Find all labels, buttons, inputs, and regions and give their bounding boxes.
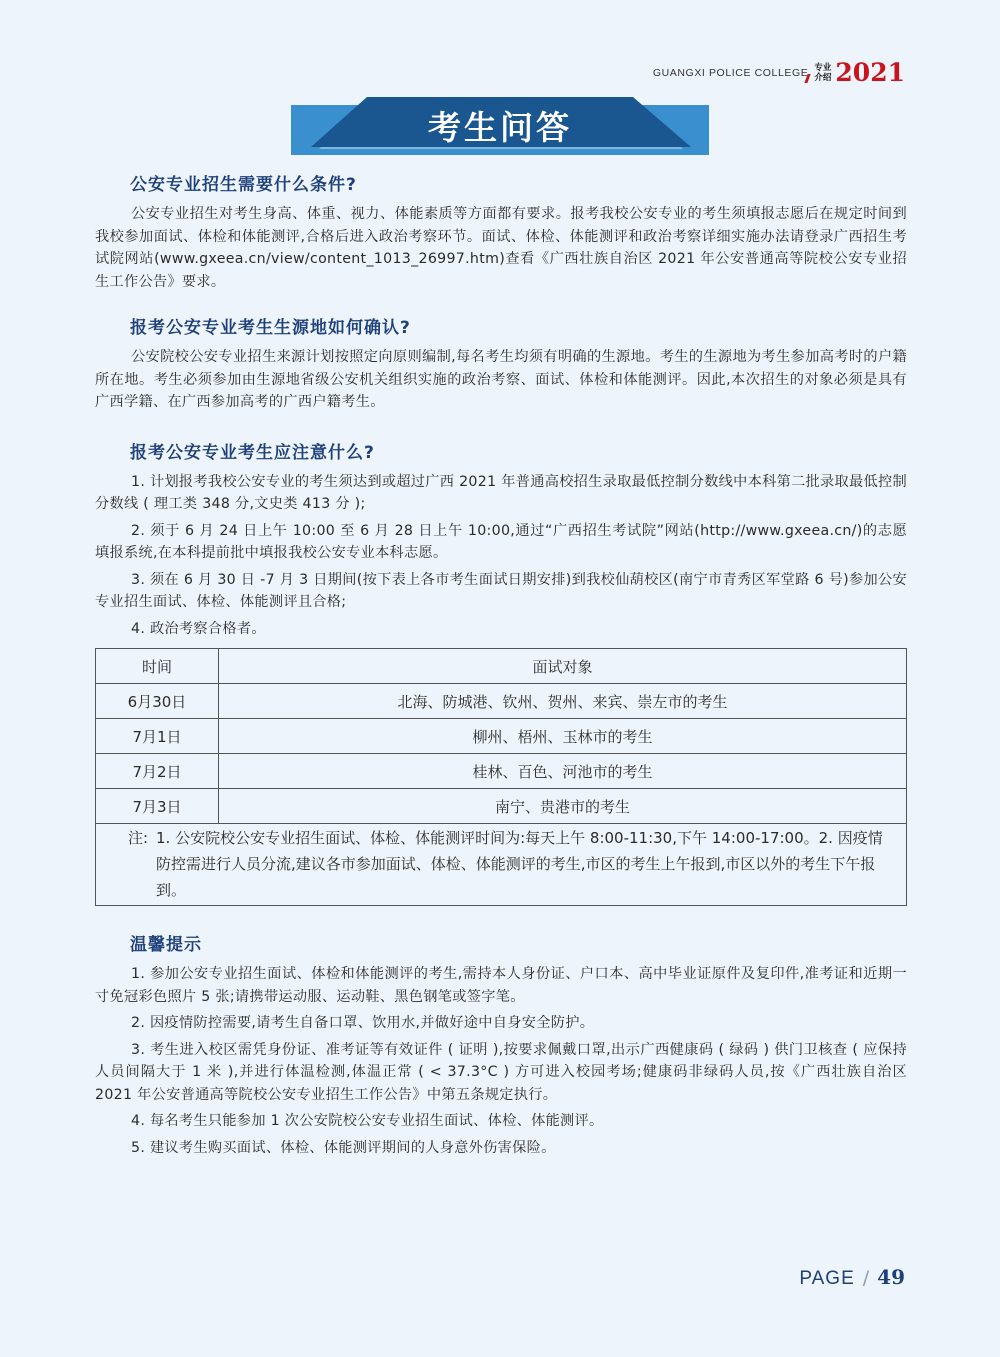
college-name: GUANGXI POLICE COLLEGE [652, 66, 809, 79]
table-header-time: 时间 [96, 649, 219, 684]
table-cell-target: 北海、防城港、钦州、贺州、来宾、崇左市的考生 [219, 684, 907, 719]
tips-item: 3. 考生进入校区需凭身份证、准考证等有效证件 ( 证明 ),按要求佩戴口罩,出示广西健康码 ( 绿码 ) 供门卫核查 ( 应保持人员间隔大于 1 米 ),并进行体温检测,体温正常 ( < 37.3°C ) 方可进入校园考场;健康码非绿码人员,按《广西壮族自治区 2021 年公安普通高等院校公安专业招生工作公告》中第五条规定执行。 [95, 1041, 907, 1103]
section-body-conditions: 公安专业招生对考生身高、体重、视力、体能素质等方面都有要求。报考我校公安专业的考生须填报志愿后在规定时间到我校参加面试、体检和体能测评,合格后进入政治考察环节。面试、体检、体能测评和政治考察详细实施办法请登录广西招生考试院网站(www.gxeea.cn/view/content_1013_26997.htm)查看《广西壮族自治区 2021 年公安普通高等院校公安专业招生工作公告》要求。 [95, 206, 907, 290]
page-word: PAGE [799, 1268, 855, 1289]
page-number [799, 1265, 905, 1290]
table-cell-date: 7月2日 [96, 754, 219, 789]
table-header-target: 面试对象 [219, 649, 907, 684]
table-header-row [96, 649, 907, 684]
table-cell-date: 7月1日 [96, 719, 219, 754]
tips-item: 2. 因疫情防控需要,请考生自备口罩、饮用水,并做好途中自身安全防护。 [131, 1015, 595, 1031]
section-heading-tips: 温馨提示 [130, 935, 202, 955]
major-intro-label [812, 63, 831, 83]
major-label-bottom: 介绍 [814, 72, 832, 83]
tips-item: 1. 参加公安专业招生面试、体检和体能测评的考生,需持本人身份证、户口本、高中毕业证原件及复印件,准考证和近期一寸免冠彩色照片 5 张;请携带运动服、运动鞋、黑色钢笔或签字笔。 [95, 966, 907, 1005]
table-cell-target: 南宁、贵港市的考生 [219, 789, 907, 824]
main-content [95, 170, 907, 1163]
table-row [96, 789, 907, 824]
running-header [653, 58, 905, 87]
section-heading-origin: 报考公安专业考生生源地如何确认? [130, 318, 411, 338]
notes-item: 3. 须在 6 月 30 日 -7 月 3 日期间(按下表上各市考生面试日期安排)到我校仙葫校区(南宁市青秀区军堂路 6 号)参加公安专业招生面试、体检、体能测评且合格; [95, 571, 907, 610]
table-cell-target: 桂林、百色、河池市的考生 [219, 754, 907, 789]
major-label-top: 专业 [814, 62, 832, 73]
table-cell-date: 7月3日 [96, 789, 219, 824]
notes-item: 2. 须于 6 月 24 日上午 10:00 至 6 月 28 日上午 10:00,通过“广西招生考试院”网站(http://www.gxeea.cn/)的志愿填报系统,在本科提前批中填报我校公安专业本科志愿。 [95, 522, 907, 561]
table-row [96, 684, 907, 719]
notes-item: 1. 计划报考我校公安专业的考生须达到或超过广西 2021 年普通高校招生录取最低控制分数线中本科第二批录取最低控制分数线 ( 理工类 348 分,文史类 413 分 ); [95, 473, 907, 512]
table-note-text: 1. 公安院校公安专业招生面试、体检、体能测评时间为:每天上午 8:00-11:30,下午 14:00-17:00。2. 因疫情防控需进行人员分流,建议各市参加面试、体检、体能测评的考生,市区的考生上午报到,市区以外的考生下午报到。 [156, 829, 883, 899]
table-note-row [96, 824, 907, 906]
section-body-origin: 公安院校公安专业招生来源计划按照定向原则编制,每名考生均须有明确的生源地。考生的生源地为考生参加高考时的户籍所在地。考生必须参加由生源地省级公安机关组织实施的政治考察、面试、体检和体能测评。因此,本次招生的对象必须是具有广西学籍、在广西参加高考的广西户籍考生。 [95, 349, 907, 410]
table-note-cell [96, 824, 907, 906]
interview-schedule-table [95, 648, 907, 906]
page-number-value: 49 [877, 1265, 905, 1289]
tips-item: 5. 建议考生购买面试、体检、体能测评期间的人身意外伤害保险。 [131, 1139, 556, 1156]
page-title: 考生问答 [428, 108, 572, 147]
tips-item: 4. 每名考生只能参加 1 次公安院校公安专业招生面试、体检、体能测评。 [131, 1113, 604, 1129]
title-banner [291, 97, 709, 155]
table-note-label: 注: [127, 829, 148, 847]
table-cell-date: 6月30日 [96, 684, 219, 719]
year-label: 2021 [835, 58, 905, 87]
table-row [96, 754, 907, 789]
table-cell-target: 柳州、梧州、玉林市的考生 [219, 719, 907, 754]
notes-item: 4. 政治考察合格者。 [131, 620, 266, 637]
section-heading-conditions: 公安专业招生需要什么条件? [130, 175, 357, 195]
page-slash: / [862, 1267, 870, 1289]
section-heading-notes: 报考公安专业考生应注意什么? [130, 442, 375, 463]
table-row [96, 719, 907, 754]
